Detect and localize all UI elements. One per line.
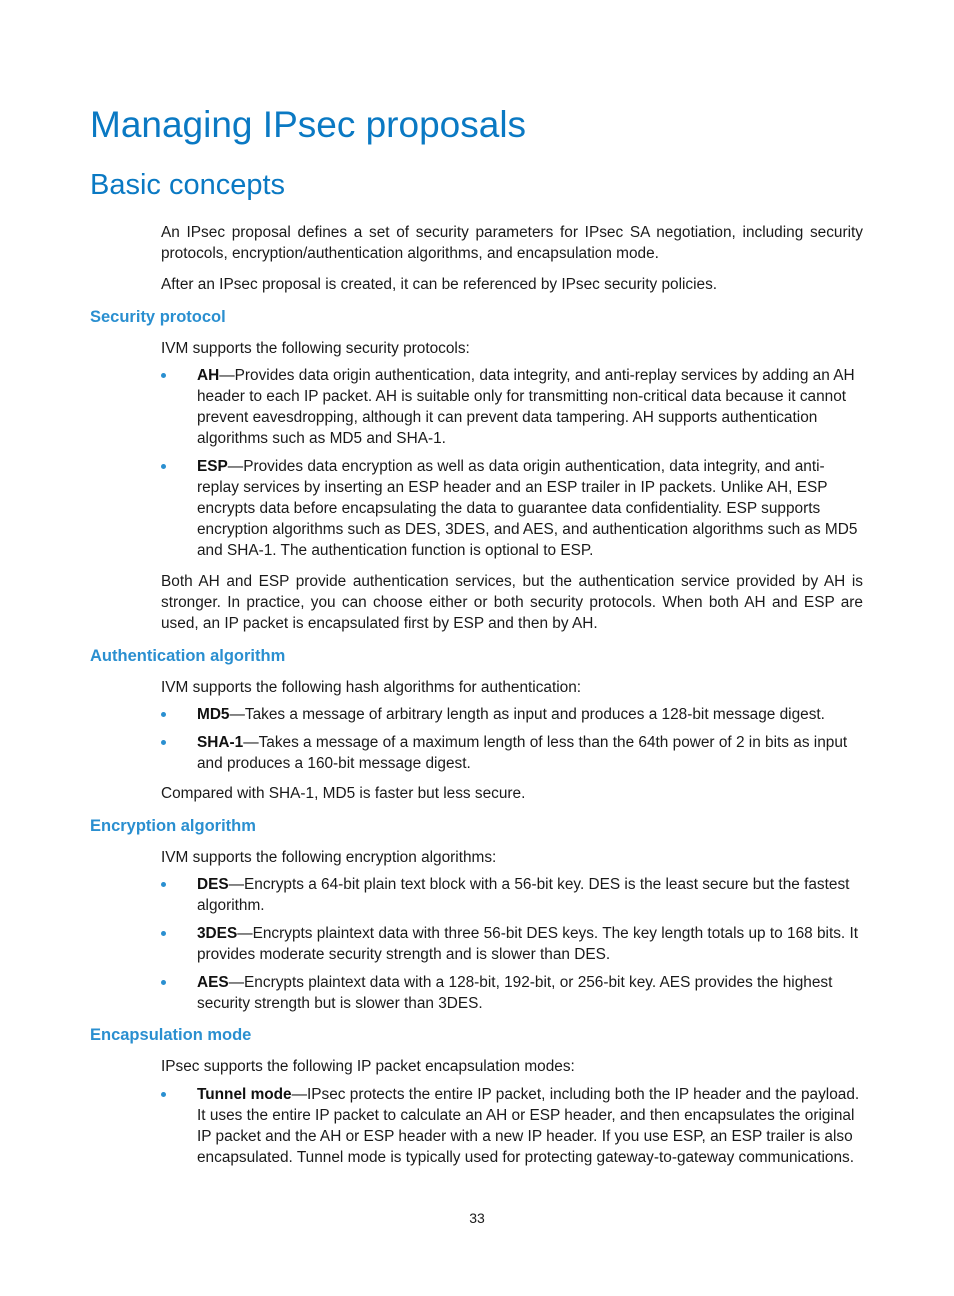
authentication-lead: IVM supports the following hash algorithms for authentication: xyxy=(161,679,582,696)
term: MD5 xyxy=(197,706,230,723)
list-item-text xyxy=(197,732,863,774)
section-heading: Basic concepts xyxy=(90,169,286,201)
list-item-text xyxy=(197,972,863,1014)
intro-paragraph-2: After an IPsec proposal is created, it can be referenced by IPsec security policies. xyxy=(161,276,718,293)
subheading-encapsulation-mode: Encapsulation mode xyxy=(90,1026,252,1044)
subheading-encryption-algorithm: Encryption algorithm xyxy=(90,817,256,835)
term: 3DES xyxy=(197,925,238,942)
term: SHA-1 xyxy=(197,734,244,751)
bullet-icon xyxy=(161,740,166,745)
encapsulation-lead: IPsec supports the following IP packet encapsulation modes: xyxy=(161,1058,575,1075)
list-item-text xyxy=(197,365,863,449)
term: AES xyxy=(197,974,229,991)
intro-paragraph-1: An IPsec proposal defines a set of security parameters for IPsec SA negotiation, including security protocols, encryption/authentication algorithms, and encapsulation mode. xyxy=(161,224,863,262)
bullet-icon xyxy=(161,464,166,469)
page-title: Managing IPsec proposals xyxy=(90,104,527,145)
list-item-text xyxy=(197,923,863,965)
list-item-text xyxy=(197,456,863,561)
description: —IPsec protects the entire IP packet, including both the IP header and the payload. It uses the entire IP packet to calculate an AH or ESP header, and then encapsulates the original IP packet and the AH or ESP header with a new IP header. If you use ESP, an ESP trailer is also encapsulated. Tunnel mode is typically used for protecting gateway-to-gateway communications. xyxy=(197,1086,860,1166)
subheading-authentication-algorithm: Authentication algorithm xyxy=(90,647,286,665)
list-item-text xyxy=(197,1084,863,1168)
security-protocol-lead: IVM supports the following security protocols: xyxy=(161,340,470,357)
term: DES xyxy=(197,876,229,893)
security-protocol-closing: Both AH and ESP provide authentication services, but the authentication service provided by AH is stronger. In practice, you can choose either or both security protocols. When both AH and ESP are used, an IP packet is encapsulated first by ESP and then by AH. xyxy=(161,573,863,632)
term: Tunnel mode xyxy=(197,1086,292,1103)
description: —Encrypts a 64-bit plain text block with a 56-bit key. DES is the least secure but the fastest algorithm. xyxy=(197,876,850,914)
bullet-icon xyxy=(161,882,166,887)
description: —Provides data encryption as well as data origin authentication, data integrity, and anti-replay services by inserting an ESP header and an ESP trailer in IP packets. Unlike AH, ESP encrypts data before encapsulating the data to guarantee data confidentiality. ESP supports encryption algorithms such as DES, 3DES, and AES, and authentication algorithms such as MD5 and SHA-1. The authentication function is optional to ESP. xyxy=(197,458,858,559)
term: AH xyxy=(197,367,220,384)
subheading-security-protocol: Security protocol xyxy=(90,308,226,326)
description: —Encrypts plaintext data with three 56-bit DES keys. The key length totals up to 168 bits. It provides moderate security strength and is slower than DES. xyxy=(197,925,859,963)
term: ESP xyxy=(197,458,228,475)
page-number: 33 xyxy=(469,1210,485,1226)
bullet-icon xyxy=(161,931,166,936)
bullet-icon xyxy=(161,1092,166,1097)
encryption-lead: IVM supports the following encryption algorithms: xyxy=(161,849,497,866)
list-item-text xyxy=(197,874,863,916)
description: —Encrypts plaintext data with a 128-bit, 192-bit, or 256-bit key. AES provides the highest security strength but is slower than 3DES. xyxy=(197,974,833,1012)
bullet-icon xyxy=(161,712,166,717)
description: —Provides data origin authentication, data integrity, and anti-replay services by adding an AH header to each IP packet. AH is suitable only for transmitting non-critical data because it cannot prevent eavesdropping, although it can prevent data tampering. AH supports authentication algorithms such as MD5 and SHA-1. xyxy=(197,367,855,447)
description: —Takes a message of arbitrary length as input and produces a 128-bit message digest. xyxy=(229,706,825,723)
authentication-closing: Compared with SHA-1, MD5 is faster but less secure. xyxy=(161,785,526,802)
list-item-text xyxy=(197,704,863,725)
bullet-icon xyxy=(161,980,166,985)
bullet-icon xyxy=(161,373,166,378)
description: —Takes a message of a maximum length of less than the 64th power of 2 in bits as input and produces a 160-bit message digest. xyxy=(197,734,848,772)
